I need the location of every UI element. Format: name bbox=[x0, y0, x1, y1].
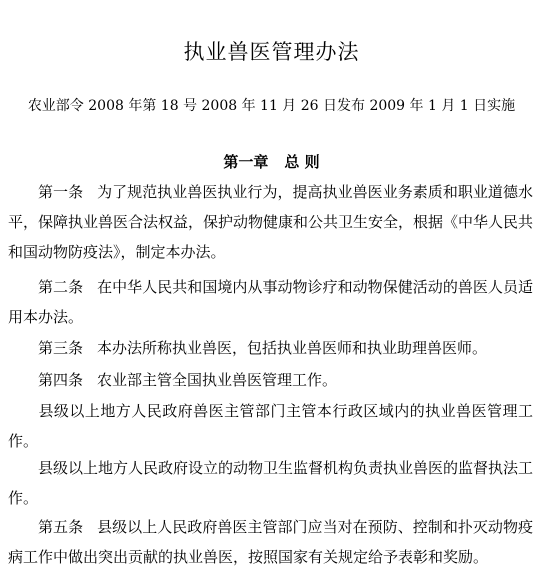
article-number: 第三条 bbox=[38, 339, 84, 357]
article-number: 第四条 bbox=[38, 371, 84, 389]
article-4-paragraph-2 bbox=[8, 396, 533, 456]
chapter-number: 第一章 bbox=[223, 153, 269, 171]
paragraph-text: 县级以上地方人民政府兽医主管部门主管本行政区域内的执业兽医管理工作。 bbox=[8, 402, 533, 450]
article-1 bbox=[8, 177, 533, 267]
document-title: 执业兽医管理办法 bbox=[183, 40, 360, 64]
article-text: 本办法所称执业兽医，包括执业兽医师和执业助理兽医师。 bbox=[97, 339, 488, 357]
article-text: 县级以上人民政府兽医主管部门应当对在预防、控制和扑灭动物疫病工作中做出突出贡献的执业兽医，按照国家有关规定给予表彰和奖励。 bbox=[8, 518, 533, 566]
article-2 bbox=[8, 272, 533, 332]
document-meta: 农业部令 2008 年第 18 号 2008 年 11 月 26 日发布 2009 年 1 月 1 日实施 bbox=[27, 98, 516, 114]
article-text: 为了规范执业兽医执业行为，提高执业兽医业务素质和职业道德水平，保障执业兽医合法权益，保护动物健康和公共卫生安全，根据《中华人民共和国动物防疫法》，制定本办法。 bbox=[8, 183, 534, 261]
article-3 bbox=[8, 333, 533, 363]
article-5 bbox=[8, 512, 533, 572]
article-4-paragraph-3 bbox=[8, 453, 533, 513]
chapter-name: 总 则 bbox=[284, 153, 320, 171]
article-4 bbox=[8, 365, 533, 395]
article-text: 在中华人民共和国境内从事动物诊疗和动物保健活动的兽医人员适用本办法。 bbox=[8, 278, 533, 326]
article-number: 第二条 bbox=[38, 278, 84, 296]
article-number: 第五条 bbox=[38, 518, 84, 536]
paragraph-text: 县级以上地方人民政府设立的动物卫生监督机构负责执业兽医的监督执法工作。 bbox=[8, 459, 534, 507]
article-text: 农业部主管全国执业兽医管理工作。 bbox=[97, 371, 338, 389]
chapter-heading bbox=[0, 151, 543, 172]
article-number: 第一条 bbox=[38, 183, 84, 201]
